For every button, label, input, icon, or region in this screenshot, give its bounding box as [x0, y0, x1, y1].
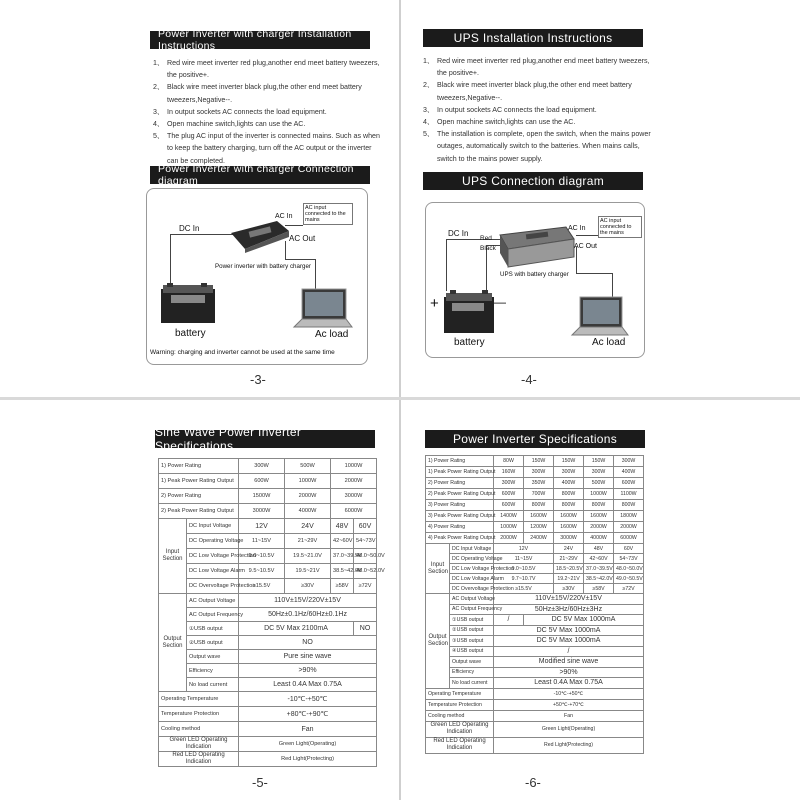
connection-wire — [285, 259, 315, 260]
table-row — [159, 622, 377, 636]
table-cell: 1000W — [584, 489, 614, 500]
table-cell: ①USB output — [450, 615, 494, 626]
table-row — [426, 574, 644, 584]
table-cell: 400W — [554, 478, 584, 489]
table-cell: 110V±15V/220V±15V — [494, 594, 644, 605]
table-cell: AC Output Voltage — [187, 594, 239, 608]
table-cell: Operating Temperature — [159, 692, 239, 707]
table-cell: 160W — [494, 467, 524, 478]
table-cell: DC Low Voltage Alarm — [187, 564, 239, 579]
table-cell: 800W — [584, 500, 614, 511]
table-row — [426, 699, 644, 710]
table-cell: 700W — [524, 489, 554, 500]
step-item: 5、 The plug AC input of the inverter is connected mains. Such as when to keep the battery charging, turn off the AC output or the inverter can be completed. — [153, 132, 380, 165]
table-row — [159, 594, 377, 608]
step-item: 2、 Black wire meet inverter black plug,the other end meet battery tweezers,Negative--. — [423, 81, 632, 102]
table-row — [159, 752, 377, 767]
table-cell: 2400W — [524, 533, 554, 544]
connection-wire — [576, 273, 612, 274]
table-cell: Input Section — [426, 544, 450, 594]
step-item: 3、 In output sockets AC connects the load equipment. — [423, 105, 597, 114]
dc-in-label: DC In — [179, 224, 200, 233]
table-row — [159, 459, 377, 474]
table-cell: Efficiency — [450, 667, 494, 678]
table-cell: DC Input Voltage — [450, 544, 494, 554]
table-row — [426, 533, 644, 544]
table-cell: 50Hz±3Hz/60Hz±3Hz — [494, 604, 644, 615]
table-cell: DC Overvoltage Protection — [187, 579, 239, 594]
table-cell: 800W — [614, 500, 644, 511]
table-cell: AC Output Frequency — [450, 604, 494, 615]
table-row — [426, 584, 644, 594]
table-cell: 3) Power Rating — [426, 500, 494, 511]
device-label: Power inverter with battery charger — [215, 263, 311, 270]
table-cell: DC Operating Voltage — [450, 554, 494, 564]
red-wire-label: Red — [480, 235, 492, 242]
table-cell: NO — [354, 622, 377, 636]
table-cell: 1500W — [239, 489, 285, 504]
table-cell: 800W — [524, 500, 554, 511]
table-cell: 1600W — [554, 522, 584, 533]
table-cell: Red LED Operating Indication — [159, 752, 239, 767]
table-cell: 350W — [524, 478, 554, 489]
table-cell: DC 5V Max 2100mA — [239, 622, 354, 636]
table-cell: Efficiency — [187, 664, 239, 678]
table-cell: 6000W — [614, 533, 644, 544]
dc-in-label: DC In — [448, 229, 469, 238]
step-item: 2、 Black wire meet inverter black plug,the other end meet battery tweezers,Negative--. — [153, 83, 362, 104]
table-cell: 1000W — [494, 522, 524, 533]
table-cell: Green LED Operating Indication — [159, 737, 239, 752]
table-cell: 49.0~50.5V — [614, 574, 644, 584]
table-cell: AC Output Voltage — [450, 594, 494, 605]
table-row — [159, 664, 377, 678]
page-number: -3- — [250, 372, 266, 387]
table-cell: 600W — [494, 489, 524, 500]
battery-label: battery — [175, 328, 206, 339]
table-cell: 1) Peak Power Rating Output — [426, 467, 494, 478]
table-row — [426, 721, 644, 737]
table-cell: 60V — [354, 519, 377, 534]
table-cell: Output wave — [450, 657, 494, 668]
table-cell: Operating Temperature — [426, 688, 494, 699]
step-item: 4、 Open machine switch,lights can use the AC. — [423, 118, 576, 127]
table-cell: 1) Power Rating — [159, 459, 239, 474]
table-cell: 54~73V — [614, 554, 644, 564]
table-cell: 500W — [584, 478, 614, 489]
table-cell: 3000W — [239, 504, 285, 519]
battery-image — [442, 289, 496, 335]
table-cell: Cooling method — [426, 710, 494, 721]
ac-input-note: AC input connected to the mains — [303, 203, 353, 225]
table-row — [426, 737, 644, 753]
ac-in-label: AC In — [275, 213, 293, 220]
table-cell: Temperature Protection — [159, 707, 239, 722]
table-cell: 9.0~10.5V — [239, 549, 285, 564]
laptop-image — [570, 295, 630, 337]
table-row — [426, 511, 644, 522]
table-cell: 1600W — [584, 511, 614, 522]
table-cell: Green Light(Operating) — [239, 737, 377, 752]
table-cell: ≥58V — [331, 579, 354, 594]
table-cell: 300W — [239, 459, 285, 474]
table-row — [426, 657, 644, 668]
table-cell: ≥30V — [554, 584, 584, 594]
laptop-image — [292, 287, 354, 329]
table-cell: NO — [239, 636, 377, 650]
table-cell: ≥15.5V — [494, 584, 554, 594]
table-row — [426, 646, 644, 657]
device-label: UPS with battery charger — [500, 271, 569, 278]
step-item: 5、 The installation is complete, open the switch, when the mains power outages, automatically switch to the batteries. When mains calls, switch to the mains power supply. — [423, 130, 651, 163]
table-row — [159, 504, 377, 519]
table-cell: ③USB output — [450, 636, 494, 647]
table-cell: 1600W — [524, 511, 554, 522]
table-cell: Green Light(Operating) — [494, 721, 644, 737]
table-cell: 2000W — [494, 533, 524, 544]
table-cell: 300W — [494, 478, 524, 489]
table-cell: 1400W — [494, 511, 524, 522]
table-cell: 2) Power Rating — [159, 489, 239, 504]
table-cell: ≥72V — [614, 584, 644, 594]
table-cell: 11~15V — [494, 554, 554, 564]
table-cell: 19.5~21V — [285, 564, 331, 579]
table-cell: No load current — [187, 678, 239, 692]
table-row — [426, 636, 644, 647]
table-cell: Output wave — [187, 650, 239, 664]
table-row — [159, 707, 377, 722]
table-cell: 9.5~10.5V — [239, 564, 285, 579]
ac-load-label: Ac load — [592, 337, 626, 348]
table-cell: 21~29V — [554, 554, 584, 564]
table-cell: 1000W — [285, 474, 331, 489]
table-cell: 110V±15V/220V±15V — [239, 594, 377, 608]
table-cell: 42~60V — [331, 534, 354, 549]
page-number: -4- — [521, 372, 537, 387]
table-cell: Red Light(Protecting) — [494, 737, 644, 753]
table-cell: 19.2~21V — [554, 574, 584, 584]
page-3 — [0, 0, 399, 397]
table-cell: DC Low Voltage Alarm — [450, 574, 494, 584]
minus-sign: — — [494, 295, 506, 309]
connection-diagram — [146, 188, 368, 365]
table-cell: 600W — [614, 478, 644, 489]
table-cell: DC Overvoltage Protection — [450, 584, 494, 594]
table-cell: ①USB output — [187, 622, 239, 636]
connection-wire — [576, 235, 598, 236]
table-cell: DC Low Voltage Protection — [450, 564, 494, 574]
table-cell: 48V — [584, 544, 614, 554]
table-cell: Red Light(Protecting) — [239, 752, 377, 767]
table-cell: 12V — [494, 544, 554, 554]
ac-load-label: Ac load — [315, 329, 349, 340]
table-cell: 1600W — [554, 511, 584, 522]
table-cell: ≥72V — [354, 579, 377, 594]
table-row — [426, 710, 644, 721]
table-cell: >90% — [494, 667, 644, 678]
table-cell: Fan — [494, 710, 644, 721]
table-cell: ②USB output — [450, 625, 494, 636]
table-cell: Fan — [239, 722, 377, 737]
table-row — [159, 636, 377, 650]
table-cell: ≥30V — [285, 579, 331, 594]
table-cell: 24V — [285, 519, 331, 534]
inverter-image — [229, 219, 291, 253]
table-cell: 9.0~10.5V — [494, 564, 554, 574]
plus-sign: + — [430, 295, 439, 312]
table-row — [426, 467, 644, 478]
table-cell: 2) Peak Power Rating Output — [159, 504, 239, 519]
table-cell: Input Section — [159, 519, 187, 594]
table-row — [159, 564, 377, 579]
table-row — [426, 688, 644, 699]
table-cell: 4) Peak Power Rating Output — [426, 533, 494, 544]
table-row — [426, 478, 644, 489]
table-cell: 48V — [331, 519, 354, 534]
table-cell: / — [494, 615, 524, 626]
table-row — [159, 519, 377, 534]
table-cell: 600W — [494, 500, 524, 511]
table-cell: 800W — [554, 489, 584, 500]
connection-wire — [446, 239, 502, 240]
table-row — [426, 544, 644, 554]
table-cell: Red LED Operating Indication — [426, 737, 494, 753]
table-cell: Modified sine wave — [494, 657, 644, 668]
table-cell: 48.0~50.0V — [354, 549, 377, 564]
table-cell: Least 0.4A Max 0.75A — [239, 678, 377, 692]
table-cell: 4000W — [584, 533, 614, 544]
step-item: 1、 Red wire meet inverter red plug,another end meet battery tweezers, the positive+. — [153, 59, 380, 80]
table-cell: Output Section — [426, 594, 450, 689]
table-cell: No load current — [450, 678, 494, 689]
table-cell: Pure sine wave — [239, 650, 377, 664]
warning-text: Warning: charging and inverter cannot be used at the same time — [150, 349, 335, 356]
table-cell: 1800W — [614, 511, 644, 522]
table-cell: 150W — [524, 456, 554, 467]
table-row — [159, 489, 377, 504]
ups-installation-title: UPS Installation Instructions — [423, 29, 643, 47]
connection-diagram-title: Power Inverter with charger Connection diagram — [150, 166, 370, 184]
table-row — [159, 737, 377, 752]
table-cell: DC Operating Voltage — [187, 534, 239, 549]
page-4 — [401, 0, 800, 397]
ac-out-label: AC Out — [289, 234, 316, 243]
table-cell: -10℃-+50℃ — [494, 688, 644, 699]
connection-wire — [576, 247, 577, 273]
table-cell: DC 5V Max 1000mA — [494, 636, 644, 647]
ups-installation-steps — [423, 55, 655, 165]
table-cell: 800W — [554, 500, 584, 511]
table-cell: 300W — [554, 467, 584, 478]
table-cell: 38.5~42.0V — [331, 564, 354, 579]
table-cell: 1000W — [331, 459, 377, 474]
table-cell: +50℃-+70℃ — [494, 699, 644, 710]
table-cell: 2) Peak Power Rating Output — [426, 489, 494, 500]
table-cell: 19.5~21.0V — [285, 549, 331, 564]
page-number: -6- — [525, 775, 541, 790]
table-row — [426, 500, 644, 511]
table-row — [426, 594, 644, 605]
table-row — [159, 608, 377, 622]
table-cell: 48.0~50.0V — [614, 564, 644, 574]
table-cell: Least 0.4A Max 0.75A — [494, 678, 644, 689]
table-cell: / — [494, 646, 644, 657]
table-cell: 60V — [614, 544, 644, 554]
table-cell: 1200W — [524, 522, 554, 533]
table-cell: 3000W — [554, 533, 584, 544]
table-cell: 42~60V — [584, 554, 614, 564]
table-cell: 150W — [584, 456, 614, 467]
table-cell: 80W — [494, 456, 524, 467]
inverter-spec-title: Power Inverter Specifications — [425, 430, 645, 448]
table-cell: 300W — [614, 456, 644, 467]
table-cell: 2000W — [614, 522, 644, 533]
ups-diagram-title: UPS Connection diagram — [423, 172, 643, 190]
table-cell: >90% — [239, 664, 377, 678]
table-row — [159, 678, 377, 692]
table-cell: ②USB output — [187, 636, 239, 650]
table-cell: 4) Power Rating — [426, 522, 494, 533]
page-5 — [0, 400, 399, 800]
table-row — [159, 579, 377, 594]
table-cell: 48.0~52.0V — [354, 564, 377, 579]
table-cell: 2000W — [285, 489, 331, 504]
black-wire-label: Black — [480, 245, 496, 252]
table-cell: 3) Peak Power Rating Output — [426, 511, 494, 522]
table-cell: 9.7~10.7V — [494, 574, 554, 584]
table-row — [159, 534, 377, 549]
table-cell: 400W — [614, 467, 644, 478]
table-cell: 1) Peak Power Rating Output — [159, 474, 239, 489]
table-cell: ≥15.5V — [239, 579, 285, 594]
battery-image — [159, 281, 217, 325]
table-cell: ④USB output — [450, 646, 494, 657]
page-6 — [401, 400, 800, 800]
table-row — [426, 625, 644, 636]
connection-wire — [446, 239, 447, 291]
table-cell: 6000W — [331, 504, 377, 519]
installation-steps — [153, 57, 381, 167]
table-cell: 11~15V — [239, 534, 285, 549]
ups-device-image — [496, 225, 576, 269]
battery-label: battery — [454, 337, 485, 348]
table-cell: 150W — [554, 456, 584, 467]
table-cell: 3000W — [331, 489, 377, 504]
table-cell: Output Section — [159, 594, 187, 692]
table-row — [159, 692, 377, 707]
table-cell: 2000W — [584, 522, 614, 533]
table-cell: 300W — [584, 467, 614, 478]
table-row — [426, 554, 644, 564]
table-cell: 600W — [239, 474, 285, 489]
table-cell: AC Output Frequency — [187, 608, 239, 622]
table-cell: 24V — [554, 544, 584, 554]
table-cell: 2) Power Rating — [426, 478, 494, 489]
table-cell: DC 5V Max 1000mA — [524, 615, 644, 626]
table-cell: 1100W — [614, 489, 644, 500]
table-row — [426, 678, 644, 689]
table-row — [426, 615, 644, 626]
table-cell: 1) Power Rating — [426, 456, 494, 467]
sine-spec-title: Sine Wave Power Inverter Specifications — [155, 430, 375, 448]
ac-in-label: AC In — [568, 225, 586, 232]
page-number: -5- — [252, 775, 268, 790]
table-cell: 500W — [285, 459, 331, 474]
ac-input-note: AC input connected to the mains — [598, 216, 642, 238]
table-cell: 4000W — [285, 504, 331, 519]
table-row — [159, 650, 377, 664]
step-item: 4、 Open machine switch,lights can use the AC. — [153, 120, 306, 129]
table-row — [159, 722, 377, 737]
table-row — [426, 667, 644, 678]
table-cell: 37.0~39.5V — [331, 549, 354, 564]
table-cell: 300W — [524, 467, 554, 478]
ups-connection-diagram — [425, 202, 645, 358]
table-cell: 12V — [239, 519, 285, 534]
table-row — [426, 456, 644, 467]
table-cell: 2000W — [331, 474, 377, 489]
table-cell: 54~73V — [354, 534, 377, 549]
table-cell: 50Hz±0.1Hz/60Hz±0.1Hz — [239, 608, 377, 622]
ac-out-label: AC Out — [574, 243, 597, 250]
table-cell: Green LED Operating Indication — [426, 721, 494, 737]
table-cell: -10℃-+50℃ — [239, 692, 377, 707]
step-item: 1、 Red wire meet inverter red plug,another end meet battery tweezers, the positive+. — [423, 57, 650, 78]
table-cell: DC 5V Max 1000mA — [494, 625, 644, 636]
table-cell: DC Input Voltage — [187, 519, 239, 534]
table-row — [426, 522, 644, 533]
table-row — [426, 604, 644, 615]
table-row — [159, 474, 377, 489]
inverter-spec-table — [425, 455, 644, 754]
table-cell: +80℃-+90℃ — [239, 707, 377, 722]
table-cell: Cooling method — [159, 722, 239, 737]
step-item: 3、 In output sockets AC connects the load equipment. — [153, 107, 327, 116]
table-cell: 37.0~39.5V — [584, 564, 614, 574]
installation-title: Power Inverter with charger Installation Instructions — [150, 31, 370, 49]
table-cell: 21~29V — [285, 534, 331, 549]
table-cell: ≥58V — [584, 584, 614, 594]
table-row — [159, 549, 377, 564]
table-cell: Temperature Protection — [426, 699, 494, 710]
table-cell: 38.5~42.0V — [584, 574, 614, 584]
table-cell: DC Low Voltage Protection — [187, 549, 239, 564]
table-cell: 18.5~20.5V — [554, 564, 584, 574]
table-row — [426, 489, 644, 500]
table-row — [426, 564, 644, 574]
sine-spec-table — [158, 458, 385, 767]
